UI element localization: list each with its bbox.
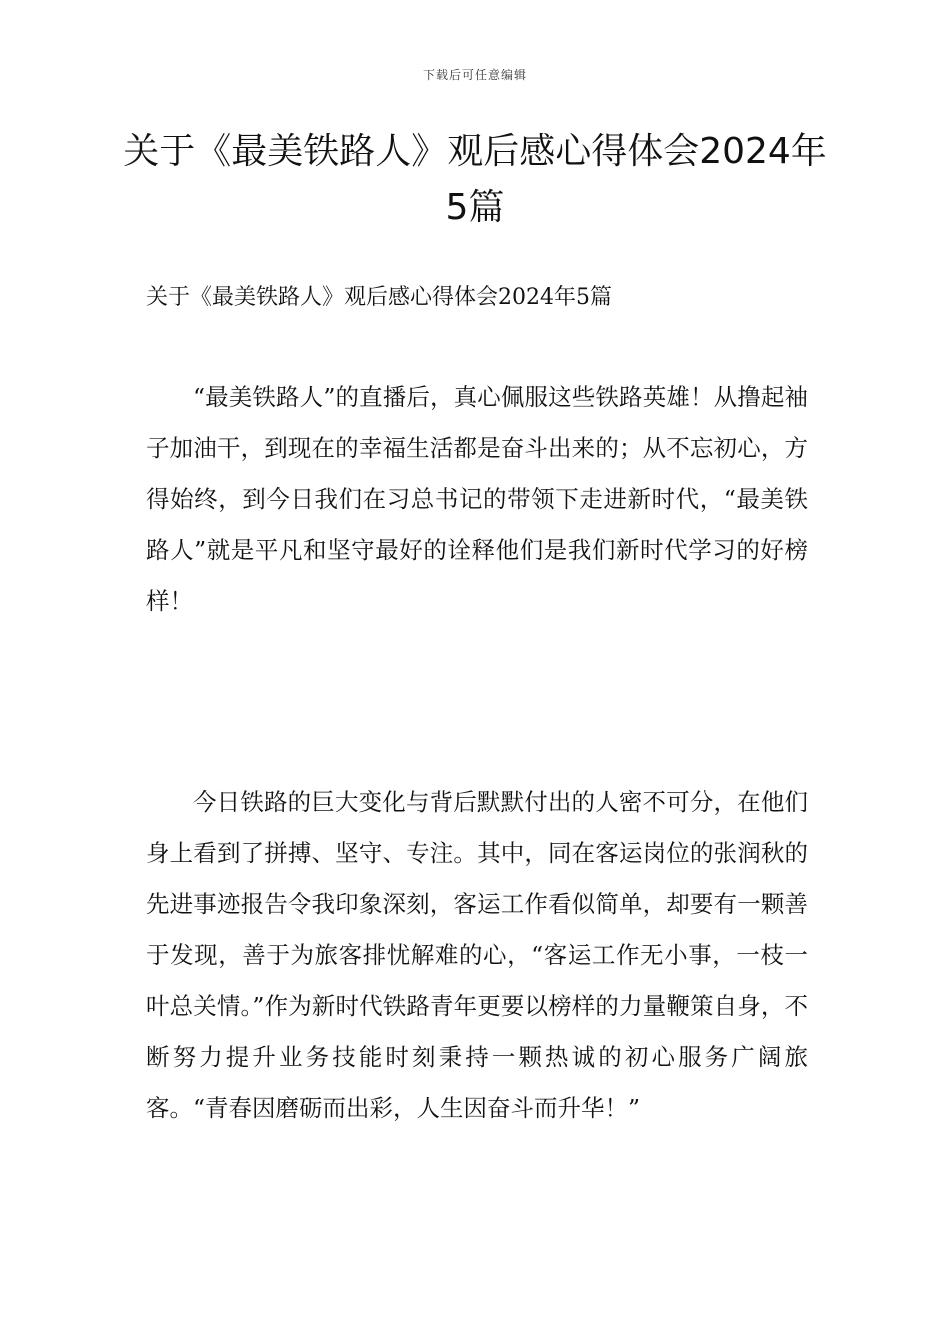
paragraph-2: 今日铁路的巨大变化与背后默默付出的人密不可分，在他们身上看到了拼搏、坚守、专注。其中，同在客运岗位的张润秋的先进事迹报告令我印象深刻，客运工作看似简单，却要有一颗善于发现，善于为旅客排忧解难的心，“客运工作无小事，一枝一叶总关情。”作为新时代铁路青年更要以榜样的力量鞭策自身，不断努力提升业务技能时刻秉持一颗热诚的初心服务广阔旅客。“青春因磨砺而出彩，人生因奋斗而升华！” bbox=[146, 788, 808, 1122]
document-subtitle: 关于《最美铁路人》观后感心得体会2024年5篇 bbox=[146, 285, 612, 310]
paragraph-1: “最美铁路人”的直播后，真心佩服这些铁路英雄！从撸起袖子加油干，到现在的幸福生活都是奋斗出来的；从不忘初心，方得始终，到今日我们在习总书记的带领下走进新时代，“最美铁路人”就是平凡和坚守最好的诠释他们是我们新时代学习的好榜样！ bbox=[146, 383, 808, 615]
document-title: 关于《最美铁路人》观后感心得体会2024年5篇 bbox=[123, 131, 827, 228]
header-note: 下载后可任意编辑 bbox=[422, 68, 527, 82]
